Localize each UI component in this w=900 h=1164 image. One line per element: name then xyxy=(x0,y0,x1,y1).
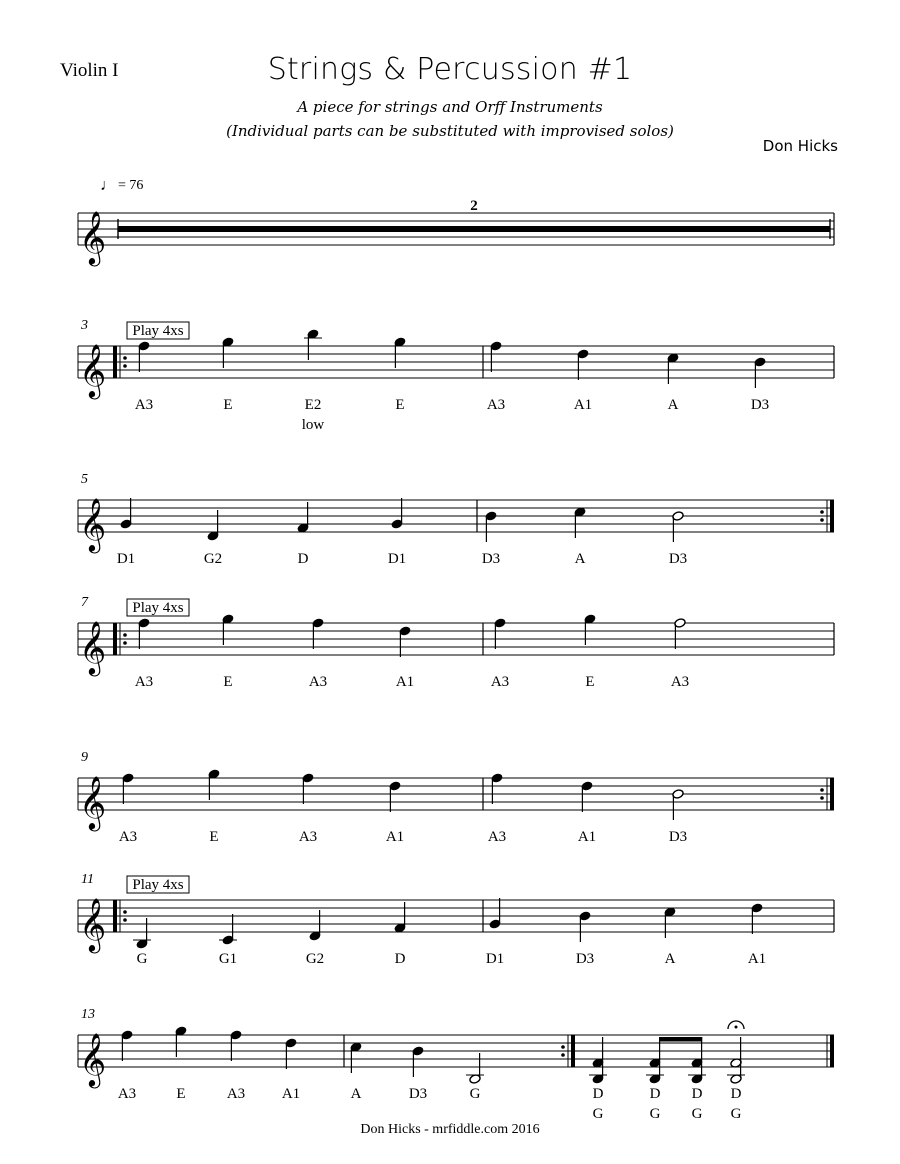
repeat-dot xyxy=(820,510,824,514)
staff-system-2 xyxy=(78,343,834,399)
note-label: A3 xyxy=(486,397,506,413)
measure-number: 5 xyxy=(81,472,88,487)
note xyxy=(219,914,237,945)
note-label: D xyxy=(691,1086,703,1102)
note xyxy=(207,510,219,541)
thick-bar xyxy=(830,500,834,532)
thick-bar xyxy=(830,1035,834,1067)
note-label: A xyxy=(574,551,586,567)
note-label: A3 xyxy=(670,674,690,690)
note-label: A3 xyxy=(490,674,510,690)
measure-number: 3 xyxy=(81,318,88,333)
subtitle-line-2: (Individual parts can be substituted with improvised solos) xyxy=(226,122,674,140)
note-label: D1 xyxy=(116,551,136,567)
note xyxy=(285,1038,297,1069)
measure-number: 7 xyxy=(81,595,88,610)
note-label: A1 xyxy=(385,829,405,845)
footer-credit: Don Hicks - mrfiddle.com 2016 xyxy=(360,1122,540,1137)
note xyxy=(304,329,322,360)
note xyxy=(751,903,763,934)
staff-system-7 xyxy=(78,1032,834,1088)
treble-clef-icon: 𝄞 xyxy=(79,775,107,829)
note xyxy=(672,511,684,542)
play-4xs-label: Play 4xs xyxy=(132,323,184,339)
staff-system-4 xyxy=(78,620,834,676)
note-label: G2 xyxy=(203,551,223,567)
note xyxy=(175,1026,187,1057)
note xyxy=(589,1037,607,1084)
note-label-secondary: G xyxy=(649,1106,661,1122)
repeat-dot xyxy=(123,918,127,922)
note xyxy=(494,618,506,649)
note-label-secondary: G xyxy=(691,1106,703,1122)
note xyxy=(664,907,676,938)
treble-clef-icon: 𝄞 xyxy=(79,497,107,551)
note-label: A xyxy=(667,397,679,413)
note-label: A1 xyxy=(577,829,597,845)
note xyxy=(120,498,132,529)
note-label: E xyxy=(209,829,219,845)
treble-clef-icon: 𝄞 xyxy=(79,897,107,951)
note-label: D xyxy=(730,1086,742,1102)
note xyxy=(412,1046,424,1077)
note xyxy=(579,911,591,942)
thick-bar xyxy=(830,778,834,810)
note-label: A3 xyxy=(487,829,507,845)
note xyxy=(489,898,501,929)
note xyxy=(485,511,497,542)
repeat-dot xyxy=(820,796,824,800)
note-label: E xyxy=(223,397,233,413)
note xyxy=(138,618,150,649)
thick-bar xyxy=(113,346,117,378)
note xyxy=(674,618,686,649)
multirest-count: 2 xyxy=(470,198,478,214)
note-label-secondary: low xyxy=(301,417,325,433)
tempo-value: = 76 xyxy=(118,178,144,193)
note xyxy=(584,614,596,645)
repeat-dot xyxy=(820,788,824,792)
note-label: G xyxy=(469,1086,481,1102)
note xyxy=(208,769,220,800)
repeat-dot xyxy=(820,518,824,522)
note xyxy=(394,337,406,368)
measure-number: 11 xyxy=(81,872,94,887)
note xyxy=(646,1037,664,1084)
note-label: A3 xyxy=(226,1086,246,1102)
note-label: E xyxy=(223,674,233,690)
note xyxy=(727,1021,745,1084)
note-label: A3 xyxy=(117,1086,137,1102)
note-label: A3 xyxy=(308,674,328,690)
note-label: D xyxy=(649,1086,661,1102)
note-label: D1 xyxy=(485,951,505,967)
note-label: A xyxy=(350,1086,362,1102)
repeat-dot xyxy=(561,1053,565,1057)
note-label: D3 xyxy=(408,1086,428,1102)
note xyxy=(302,773,314,804)
note xyxy=(490,341,502,372)
note xyxy=(667,353,679,384)
note-label: D xyxy=(394,951,406,967)
subtitle-line-1: A piece for strings and Orff Instruments xyxy=(297,98,603,116)
staff-system-3 xyxy=(78,497,834,553)
piece-title: Strings & Percussion #1 xyxy=(267,52,633,87)
note-label: A1 xyxy=(281,1086,301,1102)
note xyxy=(133,918,151,949)
thick-bar xyxy=(113,623,117,655)
note xyxy=(222,614,234,645)
play-4xs-label: Play 4xs xyxy=(132,600,184,616)
note-label: D3 xyxy=(668,829,688,845)
treble-clef-icon: 𝄞 xyxy=(79,1032,107,1086)
note xyxy=(688,1037,706,1084)
multi-measure-rest xyxy=(118,219,830,239)
eighth-beam xyxy=(659,1037,702,1042)
note xyxy=(122,773,134,804)
note-label: E xyxy=(585,674,595,690)
note xyxy=(574,507,586,538)
note xyxy=(350,1042,362,1073)
note-label: D3 xyxy=(750,397,770,413)
staff-system-6 xyxy=(78,897,834,953)
note-label: D xyxy=(592,1086,604,1102)
note-label: A1 xyxy=(395,674,415,690)
rest-bar xyxy=(118,226,830,232)
note-label: A1 xyxy=(573,397,593,413)
composer-name: Don Hicks xyxy=(762,137,838,155)
note-label: E2 xyxy=(304,397,322,413)
thick-bar xyxy=(571,1035,575,1067)
note xyxy=(389,781,401,812)
repeat-dot xyxy=(123,633,127,637)
note xyxy=(394,902,406,933)
part-name: Violin I xyxy=(60,60,119,81)
note xyxy=(297,502,309,533)
measure-number: 9 xyxy=(81,750,88,765)
note-label: E xyxy=(176,1086,186,1102)
note-label: A3 xyxy=(118,829,138,845)
note-label: D3 xyxy=(668,551,688,567)
note xyxy=(466,1053,484,1084)
note xyxy=(577,349,589,380)
note-label: G1 xyxy=(218,951,238,967)
note-label-secondary: G xyxy=(730,1106,742,1122)
note-label: D xyxy=(297,551,309,567)
note-label: G xyxy=(136,951,148,967)
repeat-dot xyxy=(123,364,127,368)
repeat-dot xyxy=(561,1045,565,1049)
repeat-dot xyxy=(123,910,127,914)
note xyxy=(399,626,411,657)
note xyxy=(754,357,766,388)
note xyxy=(230,1030,242,1061)
note-label: G2 xyxy=(305,951,325,967)
treble-clef-icon: 𝄞 xyxy=(79,343,107,397)
note xyxy=(222,337,234,368)
note xyxy=(672,789,684,820)
fermata-dot xyxy=(735,1026,738,1029)
note xyxy=(491,773,503,804)
note-label: D3 xyxy=(575,951,595,967)
note xyxy=(581,781,593,812)
note-label: D3 xyxy=(481,551,501,567)
note xyxy=(121,1030,133,1061)
note xyxy=(312,618,324,649)
note-label: A1 xyxy=(747,951,767,967)
note-label: A3 xyxy=(134,397,154,413)
play-4xs-label: Play 4xs xyxy=(132,877,184,893)
repeat-dot xyxy=(123,641,127,645)
note xyxy=(309,910,321,941)
note-label: A xyxy=(664,951,676,967)
staff-system-5 xyxy=(78,775,834,831)
note-label: D1 xyxy=(387,551,407,567)
note-label: A3 xyxy=(134,674,154,690)
measure-number: 13 xyxy=(81,1007,95,1022)
note-label-secondary: G xyxy=(592,1106,604,1122)
note-label: E xyxy=(395,397,405,413)
treble-clef-icon: 𝄞 xyxy=(79,210,107,264)
thick-bar xyxy=(113,900,117,932)
staff-system-1 xyxy=(78,210,834,266)
repeat-dot xyxy=(123,356,127,360)
note xyxy=(391,498,403,529)
note-label: A3 xyxy=(298,829,318,845)
quarter-note-icon: ♩ xyxy=(100,177,116,194)
treble-clef-icon: 𝄞 xyxy=(79,620,107,674)
note xyxy=(138,341,150,372)
